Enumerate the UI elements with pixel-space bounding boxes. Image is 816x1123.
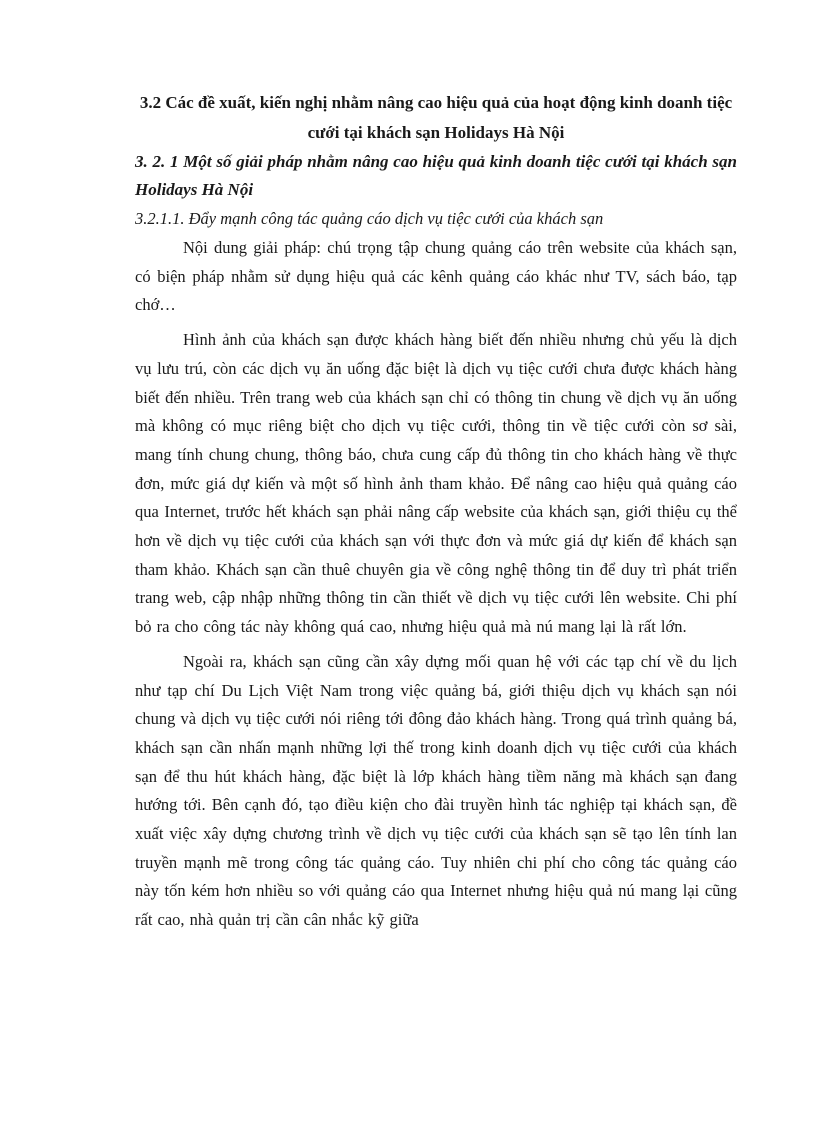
section-title: 3.2 Các đề xuất, kiến nghị nhằm nâng cao hiệu quả của hoạt động kinh doanh tiệc cưới tại khách sạn Holidays Hà Nội xyxy=(139,93,733,142)
document-page xyxy=(135,88,737,935)
subsection-title: 3. 2. 1 Một số giải pháp nhằm nâng cao hiệu quả kinh doanh tiệc cưới tại khách sạn Holidays Hà Nội xyxy=(135,152,737,199)
subsubsection-title: 3.2.1.1. Đẩy mạnh công tác quảng cáo dịch vụ tiệc cưới của khách sạn xyxy=(135,209,604,228)
paragraph-3: Ngoài ra, khách sạn cũng cần xây dựng mối quan hệ với các tạp chí về du lịch như tạp chí Du Lịch Việt Nam trong việc quảng bá, giới thiệu dịch vụ khách sạn nói chung và dịch vụ tiệc cưới nói riêng tới đông đảo khách hàng. Trong quá trình quảng bá, khách sạn cần nhấn mạnh những lợi thế trong kinh doanh dịch vụ tiệc cưới của khách sạn để thu hút khách hàng, đặc biệt là lớp khách hàng tiềm năng mà khách sạn đang hướng tới. Bên cạnh đó, tạo điều kiện cho đài truyền hình tác nghiệp tại khách sạn, đề xuất việc xây dựng chương trình về dịch vụ tiệc cưới của khách sạn sẽ tạo lên tính lan truyền mạnh mẽ trong công tác quảng cáo. Tuy nhiên chi phí cho công tác quảng cáo này tốn kém hơn nhiều so với quảng cáo qua Internet nhưng hiệu quả nú mang lại cũng rất cao, nhà quản trị cần cân nhắc kỹ giữa xyxy=(135,651,737,930)
paragraph-2: Hình ảnh của khách sạn được khách hàng biết đến nhiều nhưng chủ yếu là dịch vụ lưu trú, còn các dịch vụ ăn uống đặc biệt là dịch vụ tiệc cưới chưa được khách hàng biết đến nhiều. Trên trang web của khách sạn chỉ có thông tin chung về dịch vụ ăn uống mà không có mục riêng biệt cho dịch vụ tiệc cưới, thông tin về tiệc cưới còn sơ sài, mang tính chung chung, thông báo, chưa cung cấp đủ thông tin cho khách hàng về thực đơn, mức giá dự kiến và một số hình ảnh tham khảo. Để nâng cao hiệu quả quảng cáo qua Internet, trước hết khách sạn phải nâng cấp website của khách sạn, giới thiệu cụ thể hơn về dịch vụ tiệc cưới của khách sạn với thực đơn và mức giá dự kiến để khách sạn tham khảo. Khách sạn cần thuê chuyên gia về công nghệ thông tin để duy trì phát triển trang web, cập nhập những thông tin cần thiết về dịch vụ tiệc cưới lên website. Chi phí bỏ ra cho công tác này không quá cao, nhưng hiệu quả mà nú mang lại là rất lớn. xyxy=(135,330,737,637)
paragraph-1: Nội dung giải pháp: chú trọng tập chung quảng cáo trên website của khách sạn, có biện pháp nhằm sử dụng hiệu quả các kênh quảng cáo khác như TV, sách báo, tạp chớ… xyxy=(135,238,737,315)
